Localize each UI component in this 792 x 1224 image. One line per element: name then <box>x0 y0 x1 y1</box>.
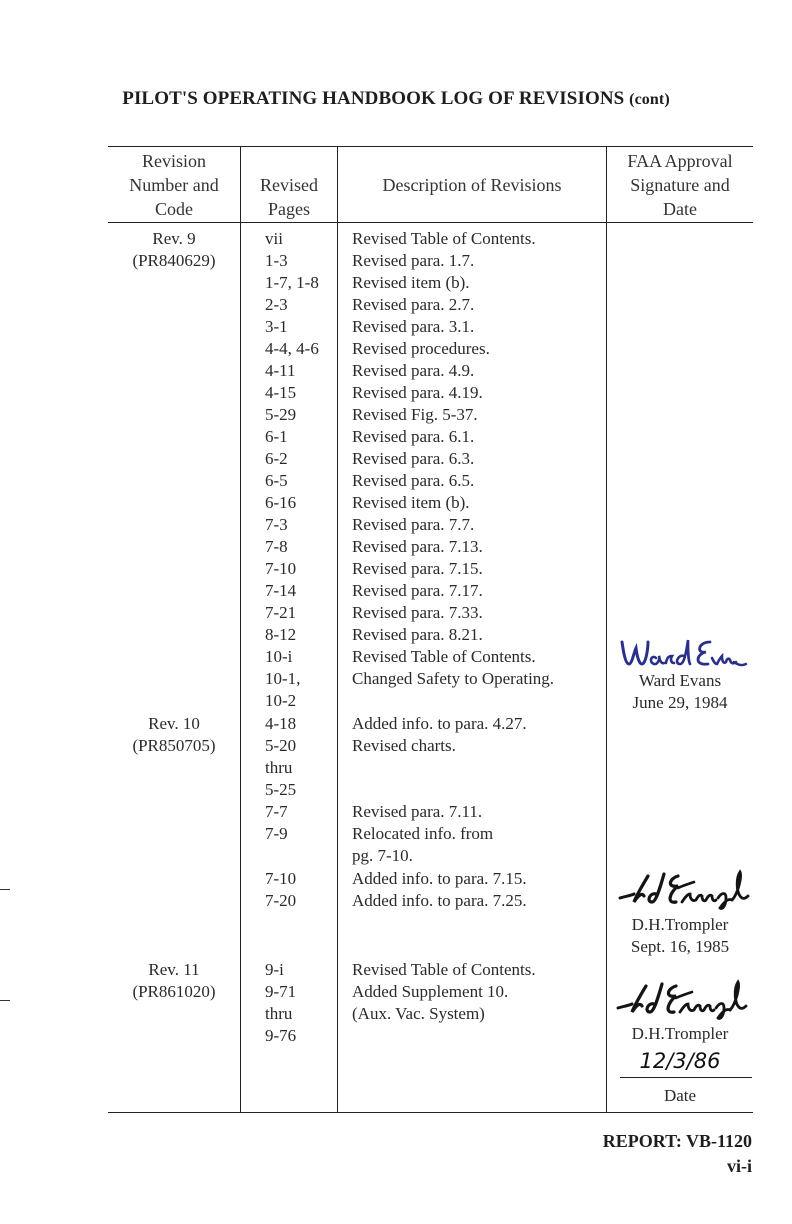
rev9-row-14-page: 7-8 <box>265 537 288 556</box>
rev9-row-12-desc: Revised item (b). <box>352 493 470 512</box>
rev11-row-2-desc: (Aux. Vac. System) <box>352 1004 485 1023</box>
rev9-row-6-desc: Revised para. 4.9. <box>352 361 475 380</box>
rev9-row-4-page: 3-1 <box>265 317 288 336</box>
rev9-row-4-desc: Revised para. 3.1. <box>352 317 475 336</box>
rev11-row-2-page: thru <box>265 1004 293 1023</box>
rev9-row-20-page: 10-1, <box>265 669 301 688</box>
rev10-row-5-page: 7-9 <box>265 824 288 843</box>
rev9-row-1-page: 1-3 <box>265 251 288 270</box>
rev9-row-19-page: 10-i <box>265 647 293 666</box>
rev11-signer: D.H.Trompler <box>631 1024 729 1043</box>
header-approval-line-3: Date <box>663 199 697 219</box>
rev11-code: (PR861020) <box>132 982 216 1001</box>
rev9-row-11-page: 6-5 <box>265 471 288 490</box>
header-revision-line-1: Revision <box>141 151 206 171</box>
rev11-handwritten-date: 12/3/86 <box>639 1049 721 1073</box>
signature-trompler-1 <box>618 866 750 912</box>
rev9-date: June 29, 1984 <box>632 693 728 712</box>
rev9-row-16-desc: Revised para. 7.17. <box>352 581 483 600</box>
left-edge-mark-1 <box>0 889 10 890</box>
rev10-date: Sept. 16, 1985 <box>630 937 730 956</box>
page-title-suffix: (cont) <box>629 91 670 108</box>
left-edge-mark-2 <box>0 1000 10 1001</box>
rev9-code: (PR840629) <box>132 251 216 270</box>
rev9-signer: Ward Evans <box>638 671 722 690</box>
rev11-number: Rev. 11 <box>148 960 200 979</box>
rev9-number: Rev. 9 <box>152 229 196 248</box>
rev9-row-14-desc: Revised para. 7.13. <box>352 537 483 556</box>
rev10-row-0-desc: Added info. to para. 4.27. <box>352 714 527 733</box>
rev9-row-3-desc: Revised para. 2.7. <box>352 295 475 314</box>
page-number: vi-i <box>727 1156 752 1176</box>
rev9-row-8-desc: Revised Fig. 5-37. <box>352 405 478 424</box>
rev9-row-18-desc: Revised para. 8.21. <box>352 625 483 644</box>
rev9-row-10-page: 6-2 <box>265 449 288 468</box>
rev9-row-15-page: 7-10 <box>265 559 297 578</box>
rev10-row-8-desc: Added info. to para. 7.25. <box>352 891 527 910</box>
header-revision <box>108 149 240 221</box>
rev9-row-3-page: 2-3 <box>265 295 288 314</box>
rev11-row-3-page: 9-76 <box>265 1026 297 1045</box>
rev9-row-9-desc: Revised para. 6.1. <box>352 427 475 446</box>
rev10-row-0-page: 4-18 <box>265 714 297 733</box>
rev9-row-12-page: 6-16 <box>265 493 297 512</box>
rev10-row-2-page: thru <box>265 758 293 777</box>
rev9-row-17-desc: Revised para. 7.33. <box>352 603 483 622</box>
rev10-row-5-desc: Relocated info. from <box>352 824 494 843</box>
header-approval-line-1: FAA Approval <box>627 151 733 171</box>
rev9-row-13-desc: Revised para. 7.7. <box>352 515 475 534</box>
table-header-rule <box>108 222 753 223</box>
rev10-row-4-desc: Revised para. 7.11. <box>352 802 483 821</box>
rev9-row-2-page: 1-7, 1-8 <box>265 273 319 292</box>
rev9-row-13-page: 7-3 <box>265 515 288 534</box>
header-revision-line-2: Number and <box>129 175 219 195</box>
header-pages-line-2: Pages <box>268 199 310 219</box>
rev9-row-16-page: 7-14 <box>265 581 297 600</box>
header-revision-line-3: Code <box>155 199 193 219</box>
header-approval <box>607 149 753 221</box>
rev9-row-1-desc: Revised para. 1.7. <box>352 251 475 270</box>
signature-trompler-2 <box>614 976 750 1022</box>
header-approval-line-2: Signature and <box>630 175 730 195</box>
rev9-row-5-page: 4-4, 4-6 <box>265 339 319 358</box>
rev11-row-0-desc: Revised Table of Contents. <box>352 960 536 979</box>
rev9-row-10-desc: Revised para. 6.3. <box>352 449 475 468</box>
rev11-row-1-desc: Added Supplement 10. <box>352 982 509 1001</box>
rev10-row-7-desc: Added info. to para. 7.15. <box>352 869 527 888</box>
header-pages <box>241 173 337 221</box>
rev10-row-1-desc: Revised charts. <box>352 736 456 755</box>
rev9-row-15-desc: Revised para. 7.15. <box>352 559 483 578</box>
rev10-row-1-page: 5-20 <box>265 736 297 755</box>
rev10-number: Rev. 10 <box>148 714 200 733</box>
rev9-row-0-page: vii <box>265 229 283 248</box>
rev9-row-0-desc: Revised Table of Contents. <box>352 229 536 248</box>
table-top-rule <box>108 146 753 147</box>
rev9-row-19-desc: Revised Table of Contents. <box>352 647 536 666</box>
header-pages-line-1: Revised <box>260 175 318 195</box>
rev9-row-5-desc: Revised procedures. <box>352 339 490 358</box>
rev9-row-7-page: 4-15 <box>265 383 297 402</box>
rev9-row-18-page: 8-12 <box>265 625 297 644</box>
rev9-row-17-page: 7-21 <box>265 603 297 622</box>
rev10-row-7-page: 7-10 <box>265 869 297 888</box>
header-description-text: Description of Revisions <box>382 175 562 195</box>
rev9-row-8-page: 5-29 <box>265 405 297 424</box>
rev9-row-11-desc: Revised para. 6.5. <box>352 471 475 490</box>
rev10-row-3-page: 5-25 <box>265 780 297 799</box>
column-divider-3 <box>606 147 607 1112</box>
rev11-row-1-page: 9-71 <box>265 982 297 1001</box>
column-divider-2 <box>337 147 338 1112</box>
rev10-code: (PR850705) <box>132 736 216 755</box>
rev9-row-20-desc: Changed Safety to Operating. <box>352 669 555 688</box>
page-title-text: PILOT'S OPERATING HANDBOOK LOG OF REVISIONS <box>122 88 625 109</box>
rev9-row-6-page: 4-11 <box>265 361 296 380</box>
page-title <box>40 88 752 110</box>
rev11-row-0-page: 9-i <box>265 960 284 979</box>
rev10-signer: D.H.Trompler <box>631 915 729 934</box>
rev9-row-7-desc: Revised para. 4.19. <box>352 383 483 402</box>
rev10-row-6-desc: pg. 7-10. <box>352 846 413 865</box>
rev9-row-9-page: 6-1 <box>265 427 288 446</box>
report-number: REPORT: VB-1120 <box>602 1131 752 1151</box>
header-description <box>338 173 606 197</box>
column-divider-1 <box>240 147 241 1112</box>
rev11-date-label: Date <box>663 1086 697 1105</box>
rev10-row-8-page: 7-20 <box>265 891 297 910</box>
rev9-row-2-desc: Revised item (b). <box>352 273 470 292</box>
rev10-row-4-page: 7-7 <box>265 802 288 821</box>
table-bottom-rule <box>108 1112 753 1113</box>
signature-ward-evans <box>618 632 748 672</box>
date-signature-line <box>620 1077 752 1078</box>
rev9-row-21-page: 10-2 <box>265 691 297 710</box>
